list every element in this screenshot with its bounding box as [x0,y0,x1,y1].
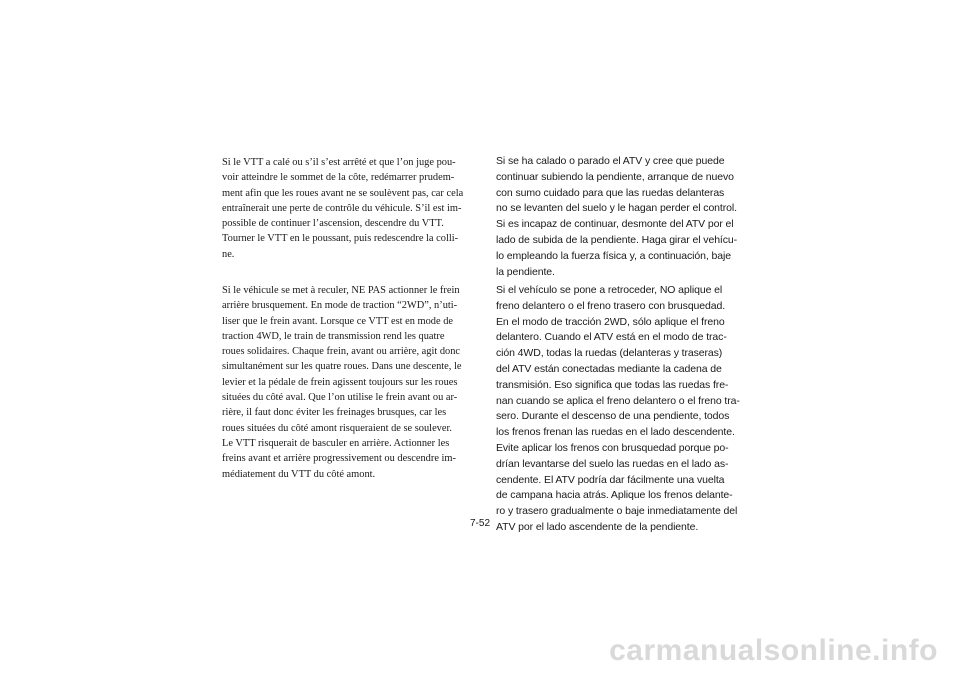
watermark: carmanualsonline.info [609,634,938,667]
spanish-paragraph-rolling-back: Si el vehículo se pone a retroceder, NO aplique el freno delantero o el freno trasero con brusquedad. En el modo de tracción 2WD, sólo aplique el freno delantero. Cuando el ATV está en el modo de trac- ción 4WD, todas la ruedas (delanteras y traseras) del ATV están conectadas mediante la cadena de transmisión. Eso significa que todas las ruedas fre- nan cuando se aplica el freno delantero o el freno tra- sero. Durante el descenso de una pendiente, todos los frenos frenan las ruedas en el lado descendente. Evite aplicar los frenos con brusquedad porque po- drían levantarse del suelo las ruedas en el lado as- cendente. El ATV podría dar fácilmente una vuelta de campana hacia atrás. Aplique los frenos delante- ro y trasero gradualmente o baje inmediatamente del ATV por el lado ascendente de la pendiente. [496,284,740,533]
spanish-paragraph-stalled: Si se ha calado o parado el ATV y cree que puede continuar subiendo la pendiente, arranque de nuevo con sumo cuidado para que las ruedas delanteras no se levanten del suelo y le hagan perder el control. Si es incapaz de continuar, desmonte del ATV por el lado de subida de la pendiente. Haga girar el vehícu- lo empleando la fuerza física y, a continuación, baje la pendiente. [496,155,738,278]
page-number: 7-52 [469,518,490,529]
french-paragraph-rolling-back: Si le véhicule se met à reculer, NE PAS actionner le frein arrière brusquement. En mode de traction “2WD”, n’uti- liser que le frein avant. Lorsque ce VTT est en mode de traction 4WD, le train de transmission rend les quatre roues solidaires. Chaque frein, avant ou arrière, agit donc simultanément sur les quatre roues. Dans une descente, le levier et la pédale de frein agissent toujours sur les roues situées du côté aval. Que l’on utilise le frein avant ou ar- rière, il faut donc éviter les freinages brusques, car les roues situées du côté amont risqueraient de se soulever. Le VTT risquerait de basculer en arrière. Actionner les freins avant et arrière progressivement ou descendre im- médiatement du VTT du côté amont. [222,285,462,480]
french-paragraph-stalled: Si le VTT a calé ou s’il s’est arrêté et que l’on juge pou- voir atteindre le sommet de la côte, redémarrer prudem- ment afin que les roues avant ne se soulèvent pas, car cela entraînerait une perte de contrôle du véhicule. S’il est im- possible de continuer l’ascension, descendre du VTT. Tourner le VTT en le poussant, puis redescendre la colli- ne. [222,157,464,260]
